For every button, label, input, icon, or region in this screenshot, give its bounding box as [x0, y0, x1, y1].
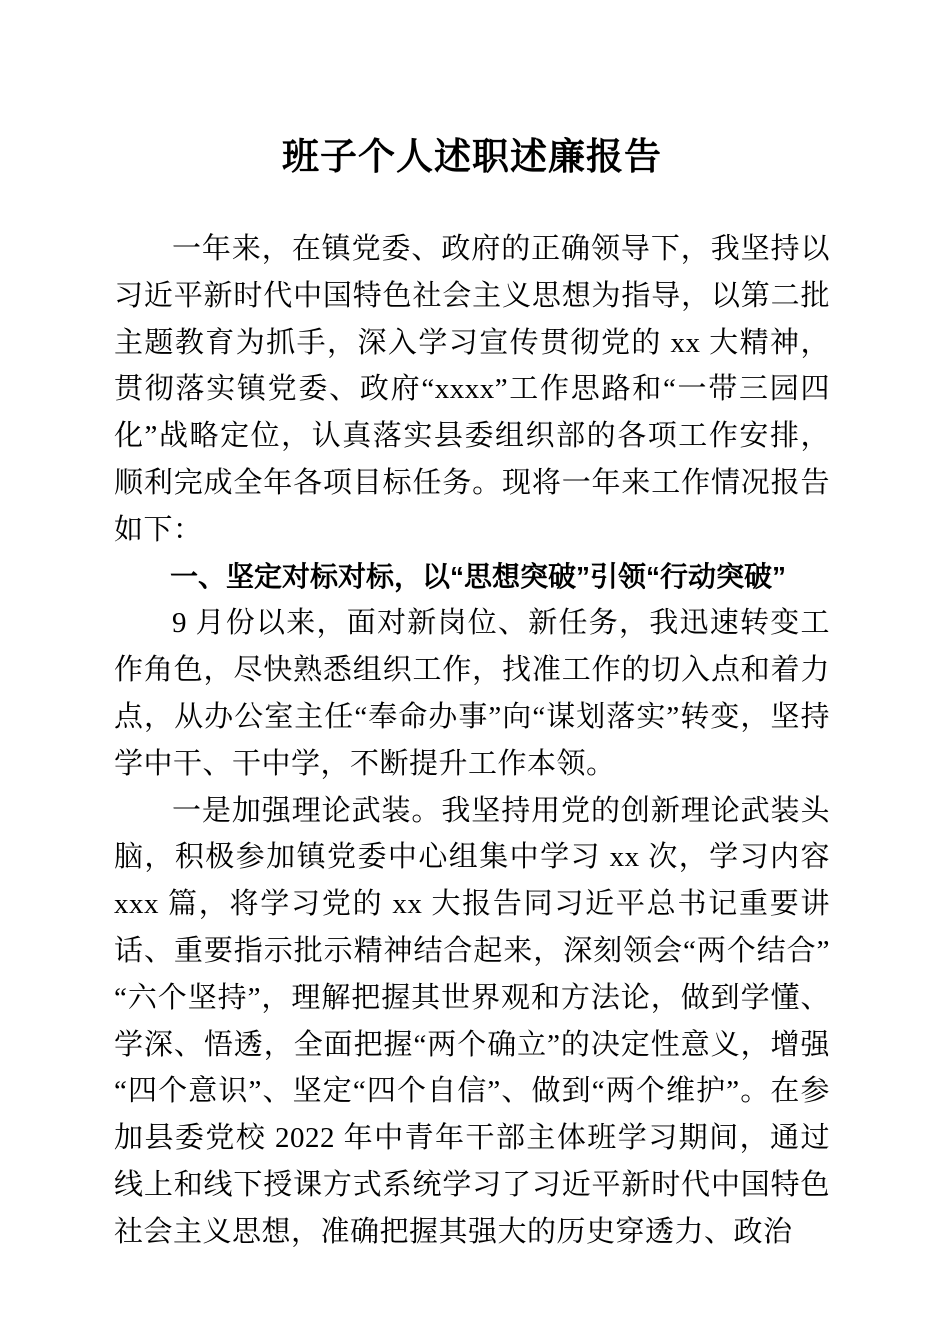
document-title: 班子个人述职述廉报告: [282, 137, 662, 178]
section-heading-1: 一、坚定对标对标，以“思想突破”引领“行动突破”: [170, 560, 787, 592]
paragraph-introduction: 一年来，在镇党委、政府的正确领导下，我坚持以习近平新时代中国特色社会主义思想为指导，以第二批主题教育为抓手，深入学习宣传贯彻党的 xx 大精神，贯彻落实镇党委、政府“xxxx”工作思路和“一带三园四化”战略定位，认真落实县委组织部的各项工作安排，顺利完成全年各项目标任务。现将一年来工作情况报告如下：: [114, 233, 830, 546]
paragraph-theory-armament: 一是加强理论武装。我坚持用党的创新理论武装头脑，积极参加镇党委中心组集中学习 xx 次，学习内容 xxx 篇，将学习党的 xx 大报告同习近平总书记重要讲话、重要指示批示精神结合起来，深刻领会“两个结合”“六个坚持”，理解把握其世界观和方法论，做到学懂、学深、悟透，全面把握“两个确立”的决定性意义，增强“四个意识”、坚定“四个自信”、做到“两个维护”。在参加县委党校 2022 年中青年干部主体班学习期间，通过线上和线下授课方式系统学习了习近平新时代中国特色社会主义思想，准确把握其强大的历史穿透力、政治: [114, 794, 830, 1248]
paragraph-role-transition: 9 月份以来，面对新岗位、新任务，我迅速转变工作角色，尽快熟悉组织工作，找准工作的切入点和着力点，从办公室主任“奉命办事”向“谋划落实”转变，坚持学中干、干中学，不断提升工作本领。: [114, 607, 830, 780]
